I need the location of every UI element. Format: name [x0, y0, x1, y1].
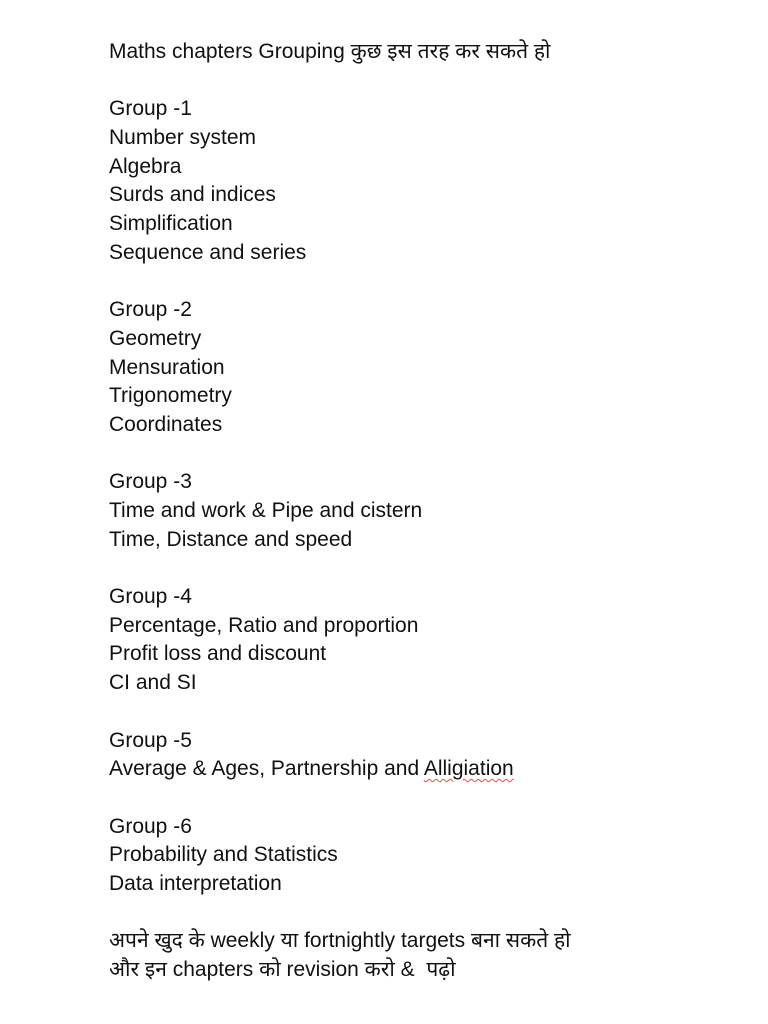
closing-line: अपने खुद के weekly या fortnightly targets बना सकते हो: [109, 929, 571, 953]
spacer: [109, 268, 749, 297]
group-2-chapter: Geometry: [109, 326, 202, 350]
group-5-heading: Group -5: [109, 728, 192, 752]
group-2-chapter: Trigonometry: [109, 384, 232, 408]
group-1-chapter: Algebra: [109, 154, 182, 178]
document-page: [109, 38, 749, 985]
closing-line: और इन chapters को revision करो & पढ़ो: [109, 958, 456, 981]
group-5-chapter-text: Average & Ages, Partnership and: [109, 757, 424, 781]
group-6-chapter: Data interpretation: [109, 871, 282, 895]
spacer: [109, 899, 749, 928]
group-4-chapter: CI and SI: [109, 671, 197, 695]
misspelled-word: Alligiation: [423, 757, 514, 781]
spacer: [109, 698, 749, 727]
group-2-chapter: Coordinates: [109, 412, 223, 436]
group-1-chapter: Sequence and series: [109, 240, 307, 264]
group-4-chapter: Profit loss and discount: [109, 642, 327, 666]
group-3-chapter: Time and work & Pipe and cistern: [109, 499, 423, 522]
group-6-heading: Group -6: [109, 814, 192, 838]
group-1-chapter: Number system: [109, 126, 257, 150]
group-6-chapter: Probability and Statistics: [109, 843, 338, 867]
spacer: [109, 554, 749, 583]
group-3-chapter: Time, Distance and speed: [109, 527, 353, 551]
group-4-heading: Group -4: [109, 585, 192, 609]
group-1-chapter: Simplification: [109, 212, 233, 236]
group-3-heading: Group -3: [109, 470, 192, 494]
spacer: [109, 784, 749, 813]
group-5-chapter: [109, 755, 749, 784]
group-2-chapter: Mensuration: [109, 355, 225, 379]
group-1-chapter: Surds and indices: [109, 183, 276, 207]
spacer: [109, 440, 749, 469]
group-2-heading: Group -2: [109, 298, 192, 322]
group-4-chapter: Percentage, Ratio and proportion: [109, 613, 419, 637]
intro-line: Maths chapters Grouping कुछ इस तरह कर सकते हो: [109, 40, 551, 63]
group-1-heading: Group -1: [109, 97, 192, 121]
spacer: [109, 67, 749, 96]
